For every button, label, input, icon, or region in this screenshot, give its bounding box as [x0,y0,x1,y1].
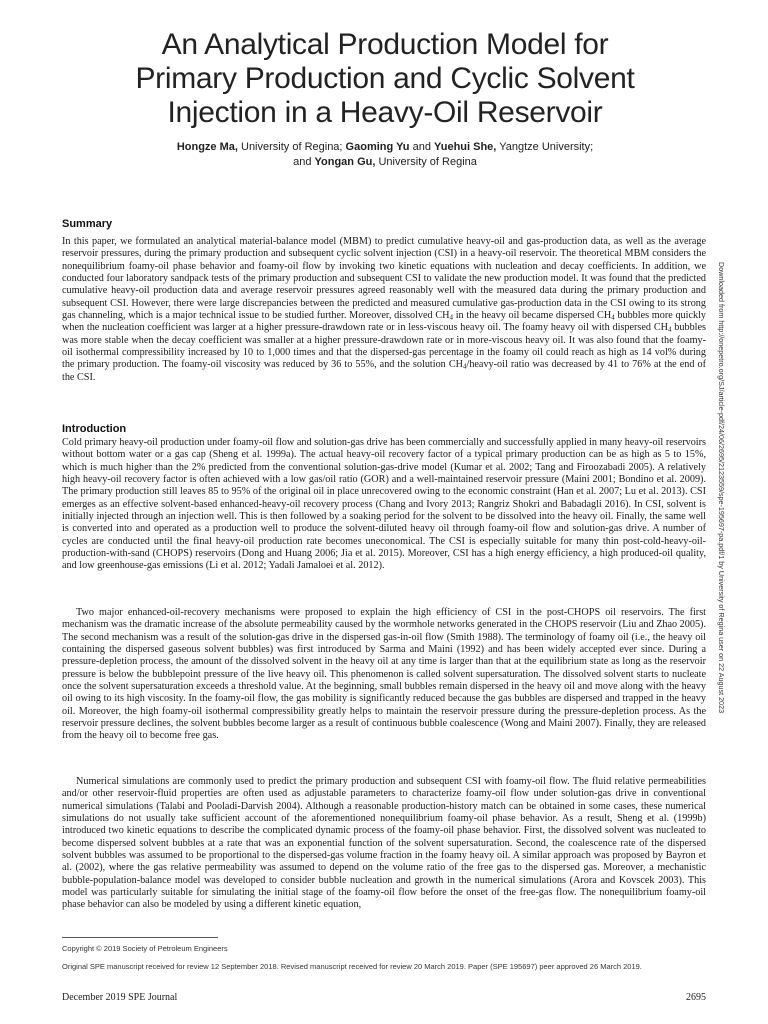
title-line: Primary Production and Cyclic Solvent [135,62,635,95]
author-name: Yuehui She, [434,141,497,153]
introduction-heading: Introduction [62,423,127,435]
download-notice: Downloaded from http://onepetro.org/SJ/article-pdf/24/06/2695/2123559/spe-195697-pa.pdf/1 by University of Regina user on 22 August 2023 [717,262,726,714]
intro-paragraph-1: Cold primary heavy-oil production under foamy-oil flow and solution-gas drive has been commercially and successfully applied in many heavy-oil reservoirs without bottom water or a gas cap (Sheng et al. 1999a). The actual heavy-oil recovery factor of a typical primary production can be as high as 5 to 15%, which is much higher than the 2% predicted from the conventional solution-gas-drive model (Kumar et al. 2002; Tang and Firoozabadi 2005). A relatively high heavy-oil recovery factor is often achieved with a low gas/oil ratio (GOR) and a well-maintained reservoir pressure (Maini 2001; Bondino et al. 2009). The primary production still leaves 85 to 95% of the original oil in place unrecovered owing to the economic constraint (Han et al. 2007; Lu et al. 2013). CSI emerges as an effective solvent-based enhanced-heavy-oil recovery process (Chang and Ivory 2013; Rangriz Shokri and Babadagli 2016). In CSI, solvent is initially injected through an injection well. This is then followed by a soaking period for the solvent to be dissolved into the heavy oil. Finally, the same well is converted into and operated as a production well to produce the solvent-diluted heavy oil through foamy-oil flow and solution-gas drive. A number of cycles are conducted until the final heavy-oil production rate becomes uneconomical. The CSI is especially suitable for many thin post-cold-heavy-oil-production-with-sand (CHOPS) reservoirs (Dong and Huang 2006; Jia et al. 2015). Moreover, CSI has a high energy efficiency, a high produced-oil quality, and low greenhouse-gas emissions (Li et al. 2012; Yadali Jamaloei et al. 2012). [62,437,706,572]
subscript: 4 [462,362,467,371]
summary-text: /heavy-oil ratio was decreased by 41 to 76% at the end of the CSI. [62,359,707,383]
subscript: 4 [611,313,615,322]
author-line-1 [40,140,730,155]
author-name: Hongze Ma, [176,141,238,153]
author-list [40,140,730,170]
page-number: 2695 [686,992,706,1003]
author-name: Gaoming Yu [345,141,410,153]
author-name: Yongan Gu, [314,156,376,168]
author-conjunction: and [293,156,315,168]
title-line: An Analytical Production Model for [161,28,609,61]
summary-text: in the heavy oil became dispersed CH [453,310,612,322]
intro-paragraph-3: Numerical simulations are commonly used to predict the primary production and subsequent CSI with foamy-oil flow. The fluid relative permeabilities and/or other reservoir-fluid properties are often used as adjustable parameters to characterize foamy-oil flow under solution-gas drive in conventional numerical simulations (Talabi and Pooladi-Darvish 2004). Although a reasonable production-history match can be obtained in some cases, these numerical simulations do not usually take sufficient account of the aforementioned nonequilibrium foamy-oil phase behavior. As a result, Sheng et al. (1999b) introduced two kinetic equations to describe the complicated dynamic process of the foamy-oil phase behavior. First, the dissolved solvent was nucleated to become dispersed solvent bubbles at a rate that was an exponential function of the solvent supersaturation. Second, the coalescence rate of the dispersed solvent bubbles was assumed to be proportional to the dispersed-gas volume fraction in the foamy heavy oil. A similar approach was proposed by Bayron et al. (2002), where the gas relative permeability was assumed to depend on the volume ratio of the free gas to the dispersed gas. Moreover, a mechanistic bubble-population-balance model was developed to consider bubble nucleation and growth in the numerical simulations (Arora and Kovscek 2003). This model was particularly suitable for simulating the initial stage of the foamy-oil flow before the onset of the free-gas flow. The nonequilibrium foamy-oil phase behavior can also be modeled by using a different kinetic equation, [62,776,706,911]
author-line-2 [40,155,730,170]
summary-text: bubbles more quickly when the nucleation coefficient was larger at a higher pressure-drawdown rate or in less-viscous heavy oil. The foamy heavy oil with dispersed CH [62,310,707,334]
subscript: 4 [449,313,454,322]
manuscript-history: Original SPE manuscript received for review 12 September 2018. Revised manuscript received for review 20 March 2019. Paper (SPE 195697) peer approved 26 March 2019. [62,962,642,971]
summary-paragraph [62,236,706,384]
title-line: Injection in a Heavy-Oil Reservoir [167,96,603,129]
journal-citation: December 2019 SPE Journal [62,992,178,1003]
summary-text: bubbles was more stable when the decay coefficient was smaller at a higher pressure-drawdown rate or in more-viscous heavy oil. It was also found that the foamy-oil isothermal compressibility increased by 10 to 1,000 times and that the dispersed-gas percentage in the foamy oil could reach as high as 14 vol% during the primary production. The foamy-oil viscosity was reduced by 36 to 55%, and the solution CH [62,322,706,371]
copyright-notice: Copyright © 2019 Society of Petroleum Engineers [62,944,228,953]
author-affiliation: University of Regina; [237,141,346,153]
intro-paragraph-2: Two major enhanced-oil-recovery mechanisms were proposed to explain the high efficiency of CSI in the post-CHOPS oil reservoirs. The first mechanism was the dramatic increase of the absolute permeability caused by the wormhole networks generated in the CHOPS reservoir (Liu and Zhao 2005). The second mechanism was a result of the solution-gas drive in the dispersed gas-in-oil flow (Smith 1988). The terminology of foamy oil (i.e., the heavy oil containing the dispersed gaseous solvent bubbles) was first introduced by Sarma and Maini (1992) and has been widely accepted ever since. During a pressure-depletion process, the amount of the dissolved solvent in the heavy oil at any time is larger than that at the equilibrium state as long as the reservoir pressure is below the bubblepoint pressure of the live heavy oil. This phenomenon is called solvent supersaturation. The dissolved solvent starts to nucleate once the solvent supersaturation exceeds a threshold value. At the beginning, small bubbles remain dispersed in the heavy oil and move along with the heavy oil owing to its high viscosity. In the foamy-oil flow, the gas mobility is significantly reduced because the gas bubbles are dispersed and trapped in the heavy oil. Moreover, the high foamy-oil isothermal compressibility greatly helps to maintain the reservoir pressure during the pressure-depletion process. As the reservoir pressure declines, the solvent bubbles become larger as a result of continuous bubble coalescence (Wong and Maini 2007). Finally, they are released from the heavy oil to become free gas. [62,607,706,742]
paper-title [40,28,730,130]
summary-text: In this paper, we formulated an analytical material-balance model (MBM) to predict cumulative heavy-oil and gas-production data, as well as the average reservoir pressures, during the primary production and subsequent cyclic solvent injection (CSI) in a heavy-oil reservoir. The theoretical MBM considers the nonequilibrium foamy-oil phase behavior and foamy-oil flow by invoking two kinetic equations with nucleation and decay coefficients. In addition, we conducted four laboratory sandpack tests of the primary production and subsequent CSI to validate the new production model. It was found that the predicted cumulative heavy-oil production data and average reservoir pressures agreed reasonably well with the measured data during the primary production and subsequent CSI. However, there were large discrepancies between the predicted and measured cumulative gas-production data in the CSI owing to its strong gas channeling, which is a major technical issue to be studied further. Moreover, dissolved CH [62,236,706,322]
author-affiliation: University of Regina [375,156,477,168]
author-conjunction: and [409,141,434,153]
author-affiliation: Yangtze University; [496,141,594,153]
footnote-divider [62,937,218,938]
summary-heading: Summary [62,218,113,230]
subscript: 4 [667,325,672,334]
